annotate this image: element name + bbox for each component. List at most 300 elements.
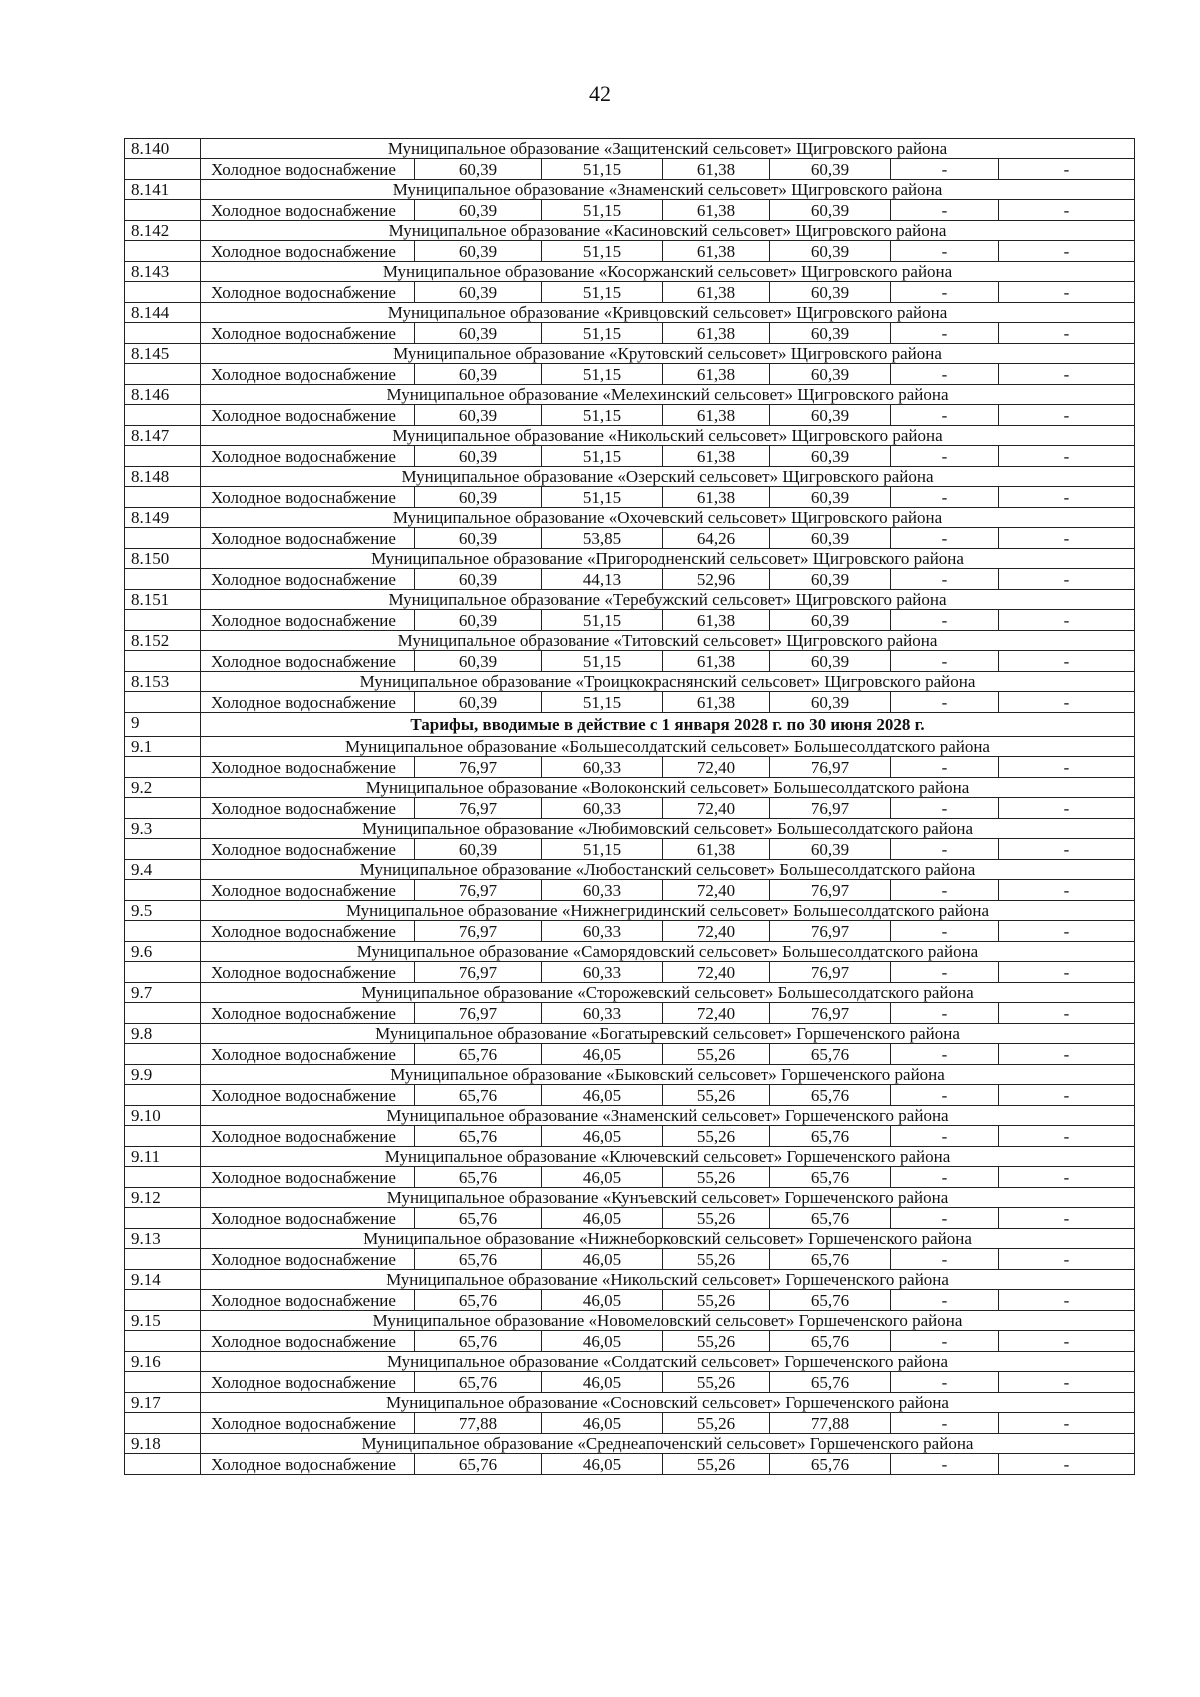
tariff-dash: - [891, 1372, 999, 1393]
service-row [125, 1413, 1135, 1434]
row-number: 9.7 [125, 983, 201, 1003]
service-row [125, 1454, 1135, 1475]
municipality-row [125, 1065, 1135, 1085]
service-name: Холодное водоснабжение [201, 1085, 415, 1106]
tariff-value: 60,39 [770, 405, 891, 426]
tariff-value: 55,26 [663, 1044, 770, 1065]
row-number-cell-empty [125, 200, 201, 221]
row-number: 9.9 [125, 1065, 201, 1085]
row-number: 9.4 [125, 860, 201, 880]
municipality-name: Муниципальное образование «Волоконский сельсовет» Большесолдатского района [201, 778, 1135, 798]
municipality-name: Муниципальное образование «Сторожевский сельсовет» Большесолдатского района [201, 983, 1135, 1003]
tariff-dash: - [999, 241, 1135, 262]
municipality-name: Муниципальное образование «Знаменский сельсовет» Горшеченского района [201, 1106, 1135, 1126]
tariff-value: 60,39 [770, 651, 891, 672]
municipality-row [125, 385, 1135, 405]
tariff-value: 65,76 [415, 1126, 542, 1147]
tariff-value: 55,26 [663, 1454, 770, 1475]
row-number: 9.5 [125, 901, 201, 921]
tariff-dash: - [891, 1208, 999, 1229]
tariff-value: 60,39 [770, 159, 891, 180]
service-name: Холодное водоснабжение [201, 200, 415, 221]
municipality-name: Муниципальное образование «Богатыревский сельсовет» Горшеченского района [201, 1024, 1135, 1044]
row-number: 8.144 [125, 303, 201, 323]
service-row [125, 1208, 1135, 1229]
row-number: 8.150 [125, 549, 201, 569]
service-name: Холодное водоснабжение [201, 241, 415, 262]
row-number: 9.15 [125, 1311, 201, 1331]
tariff-value: 46,05 [542, 1208, 663, 1229]
tariff-value: 51,15 [542, 159, 663, 180]
municipality-row [125, 426, 1135, 446]
tariff-value: 60,39 [415, 487, 542, 508]
tariff-value: 77,88 [770, 1413, 891, 1434]
tariff-dash: - [891, 880, 999, 901]
tariff-value: 60,33 [542, 880, 663, 901]
tariff-dash: - [999, 1044, 1135, 1065]
tariff-dash: - [891, 1413, 999, 1434]
tariff-value: 60,39 [415, 405, 542, 426]
tariff-value: 60,39 [770, 282, 891, 303]
tariff-value: 65,76 [770, 1454, 891, 1475]
tariff-value: 55,26 [663, 1085, 770, 1106]
tariff-value: 61,38 [663, 159, 770, 180]
service-name: Холодное водоснабжение [201, 528, 415, 549]
tariff-value: 65,76 [415, 1454, 542, 1475]
service-row [125, 757, 1135, 778]
tariff-value: 65,76 [770, 1208, 891, 1229]
tariff-value: 65,76 [770, 1167, 891, 1188]
service-row [125, 1372, 1135, 1393]
service-row [125, 839, 1135, 860]
tariff-dash: - [999, 1003, 1135, 1024]
row-number: 9.1 [125, 737, 201, 757]
municipality-name: Муниципальное образование «Титовский сельсовет» Щигровского района [201, 631, 1135, 651]
row-number: 9.12 [125, 1188, 201, 1208]
municipality-row [125, 1147, 1135, 1167]
service-row [125, 798, 1135, 819]
tariff-value: 46,05 [542, 1372, 663, 1393]
tariff-value: 60,39 [770, 364, 891, 385]
tariff-value: 65,76 [770, 1290, 891, 1311]
municipality-name: Муниципальное образование «Солдатский сельсовет» Горшеченского района [201, 1352, 1135, 1372]
row-number-cell-empty [125, 692, 201, 713]
tariff-value: 60,39 [770, 200, 891, 221]
tariff-value: 60,33 [542, 1003, 663, 1024]
row-number-cell-empty [125, 757, 201, 778]
tariff-dash: - [891, 757, 999, 778]
tariff-dash: - [891, 1167, 999, 1188]
tariff-value: 55,26 [663, 1413, 770, 1434]
row-number: 9 [125, 713, 201, 737]
tariff-dash: - [999, 1167, 1135, 1188]
municipality-row [125, 631, 1135, 651]
tariff-value: 60,39 [770, 446, 891, 467]
tariff-dash: - [891, 364, 999, 385]
tariff-value: 51,15 [542, 241, 663, 262]
service-name: Холодное водоснабжение [201, 1454, 415, 1475]
municipality-row [125, 1229, 1135, 1249]
row-number-cell-empty [125, 364, 201, 385]
tariff-dash: - [999, 569, 1135, 590]
service-name: Холодное водоснабжение [201, 569, 415, 590]
municipality-row [125, 1188, 1135, 1208]
municipality-name: Муниципальное образование «Большесолдатский сельсовет» Большесолдатского района [201, 737, 1135, 757]
municipality-name: Муниципальное образование «Любостанский сельсовет» Большесолдатского района [201, 860, 1135, 880]
tariff-value: 51,15 [542, 692, 663, 713]
tariff-value: 51,15 [542, 487, 663, 508]
tariff-value: 60,33 [542, 757, 663, 778]
service-name: Холодное водоснабжение [201, 880, 415, 901]
tariff-value: 65,76 [415, 1372, 542, 1393]
tariff-dash: - [891, 1331, 999, 1352]
service-name: Холодное водоснабжение [201, 159, 415, 180]
municipality-row [125, 1106, 1135, 1126]
tariff-value: 51,15 [542, 200, 663, 221]
row-number-cell-empty [125, 1126, 201, 1147]
service-name: Холодное водоснабжение [201, 651, 415, 672]
tariff-value: 76,97 [415, 880, 542, 901]
tariff-value: 46,05 [542, 1126, 663, 1147]
municipality-name: Муниципальное образование «Мелехинский сельсовет» Щигровского района [201, 385, 1135, 405]
row-number-cell-empty [125, 1249, 201, 1270]
row-number: 9.2 [125, 778, 201, 798]
tariff-value: 76,97 [415, 1003, 542, 1024]
service-name: Холодное водоснабжение [201, 1290, 415, 1311]
tariff-dash: - [891, 446, 999, 467]
tariff-dash: - [999, 1290, 1135, 1311]
tariff-dash: - [999, 364, 1135, 385]
municipality-name: Муниципальное образование «Саморядовский сельсовет» Большесолдатского района [201, 942, 1135, 962]
tariff-value: 72,40 [663, 1003, 770, 1024]
tariff-value: 60,39 [770, 839, 891, 860]
tariff-dash: - [999, 651, 1135, 672]
service-name: Холодное водоснабжение [201, 1167, 415, 1188]
tariff-dash: - [891, 798, 999, 819]
tariff-value: 76,97 [770, 1003, 891, 1024]
service-row [125, 692, 1135, 713]
tariff-value: 61,38 [663, 610, 770, 631]
municipality-row [125, 508, 1135, 528]
row-number: 8.148 [125, 467, 201, 487]
tariff-value: 60,39 [770, 569, 891, 590]
tariff-dash: - [999, 323, 1135, 344]
tariff-value: 46,05 [542, 1249, 663, 1270]
row-number-cell-empty [125, 798, 201, 819]
row-number: 9.14 [125, 1270, 201, 1290]
row-number: 8.140 [125, 139, 201, 159]
row-number: 8.143 [125, 262, 201, 282]
service-name: Холодное водоснабжение [201, 1249, 415, 1270]
tariff-value: 53,85 [542, 528, 663, 549]
tariff-value: 55,26 [663, 1167, 770, 1188]
tariff-value: 72,40 [663, 962, 770, 983]
service-name: Холодное водоснабжение [201, 1044, 415, 1065]
service-row [125, 1167, 1135, 1188]
municipality-row [125, 901, 1135, 921]
tariff-value: 61,38 [663, 446, 770, 467]
tariff-dash: - [891, 200, 999, 221]
tariff-value: 60,39 [415, 241, 542, 262]
tariff-dash: - [999, 446, 1135, 467]
tariff-value: 65,76 [415, 1167, 542, 1188]
service-name: Холодное водоснабжение [201, 1413, 415, 1434]
tariff-value: 52,96 [663, 569, 770, 590]
tariff-value: 65,76 [770, 1249, 891, 1270]
row-number-cell-empty [125, 446, 201, 467]
tariff-value: 51,15 [542, 364, 663, 385]
service-row [125, 1126, 1135, 1147]
tariff-value: 60,39 [415, 839, 542, 860]
row-number-cell-empty [125, 1290, 201, 1311]
service-name: Холодное водоснабжение [201, 962, 415, 983]
tariff-value: 65,76 [415, 1249, 542, 1270]
service-name: Холодное водоснабжение [201, 610, 415, 631]
tariff-value: 60,33 [542, 921, 663, 942]
municipality-row [125, 262, 1135, 282]
tariff-value: 65,76 [770, 1372, 891, 1393]
row-number: 9.13 [125, 1229, 201, 1249]
row-number-cell-empty [125, 323, 201, 344]
service-row [125, 323, 1135, 344]
row-number-cell-empty [125, 1208, 201, 1229]
municipality-row [125, 180, 1135, 200]
tariff-value: 60,39 [415, 569, 542, 590]
tariff-value: 61,38 [663, 323, 770, 344]
tariff-value: 51,15 [542, 610, 663, 631]
tariff-value: 60,39 [415, 446, 542, 467]
municipality-row [125, 590, 1135, 610]
tariff-value: 76,97 [770, 880, 891, 901]
page-number: 42 [589, 81, 611, 106]
municipality-name: Муниципальное образование «Никольский сельсовет» Щигровского района [201, 426, 1135, 446]
municipality-name: Муниципальное образование «Знаменский сельсовет» Щигровского района [201, 180, 1135, 200]
tariff-value: 65,76 [770, 1126, 891, 1147]
section-title: Тарифы, вводимые в действие с 1 января 2028 г. по 30 июня 2028 г. [201, 713, 1135, 737]
municipality-row [125, 860, 1135, 880]
tariff-dash: - [891, 569, 999, 590]
row-number: 8.142 [125, 221, 201, 241]
tariff-value: 46,05 [542, 1331, 663, 1352]
municipality-row [125, 983, 1135, 1003]
municipality-row [125, 942, 1135, 962]
tariff-value: 76,97 [415, 921, 542, 942]
tariff-value: 60,39 [770, 323, 891, 344]
service-name: Холодное водоснабжение [201, 405, 415, 426]
municipality-name: Муниципальное образование «Защитенский сельсовет» Щигровского района [201, 139, 1135, 159]
service-name: Холодное водоснабжение [201, 1126, 415, 1147]
row-number: 8.152 [125, 631, 201, 651]
tariff-dash: - [999, 610, 1135, 631]
row-number: 9.8 [125, 1024, 201, 1044]
municipality-row [125, 303, 1135, 323]
row-number-cell-empty [125, 1331, 201, 1352]
tariff-dash: - [999, 282, 1135, 303]
service-name: Холодное водоснабжение [201, 282, 415, 303]
service-row [125, 446, 1135, 467]
tariff-dash: - [891, 1003, 999, 1024]
tariff-dash: - [999, 200, 1135, 221]
tariff-value: 72,40 [663, 798, 770, 819]
tariff-value: 76,97 [770, 962, 891, 983]
municipality-row [125, 221, 1135, 241]
service-row [125, 159, 1135, 180]
tariff-value: 46,05 [542, 1044, 663, 1065]
tariff-value: 60,39 [415, 610, 542, 631]
tariff-value: 60,39 [415, 323, 542, 344]
service-name: Холодное водоснабжение [201, 1372, 415, 1393]
tariff-value: 72,40 [663, 880, 770, 901]
tariff-value: 61,38 [663, 405, 770, 426]
municipality-name: Муниципальное образование «Нижнегридинский сельсовет» Большесолдатского района [201, 901, 1135, 921]
municipality-row [125, 1352, 1135, 1372]
row-number: 8.141 [125, 180, 201, 200]
service-row [125, 1085, 1135, 1106]
row-number-cell-empty [125, 880, 201, 901]
tariff-dash: - [999, 1208, 1135, 1229]
row-number: 8.146 [125, 385, 201, 405]
service-row [125, 1044, 1135, 1065]
tariff-dash: - [999, 798, 1135, 819]
tariff-dash: - [999, 962, 1135, 983]
tariff-value: 46,05 [542, 1290, 663, 1311]
tariff-value: 65,76 [415, 1331, 542, 1352]
service-name: Холодное водоснабжение [201, 323, 415, 344]
tariff-dash: - [891, 323, 999, 344]
municipality-row [125, 1270, 1135, 1290]
row-number-cell-empty [125, 1454, 201, 1475]
tariff-dash: - [891, 405, 999, 426]
municipality-row [125, 549, 1135, 569]
tariff-value: 55,26 [663, 1331, 770, 1352]
tariff-dash: - [999, 1413, 1135, 1434]
row-number-cell-empty [125, 528, 201, 549]
service-row [125, 241, 1135, 262]
tariff-dash: - [999, 839, 1135, 860]
tariff-value: 51,15 [542, 446, 663, 467]
municipality-name: Муниципальное образование «Крутовский сельсовет» Щигровского района [201, 344, 1135, 364]
service-row [125, 1290, 1135, 1311]
tariff-value: 60,39 [415, 692, 542, 713]
row-number-cell-empty [125, 839, 201, 860]
service-row [125, 1249, 1135, 1270]
municipality-name: Муниципальное образование «Быковский сельсовет» Горшеченского района [201, 1065, 1135, 1085]
row-number-cell-empty [125, 1003, 201, 1024]
tariff-value: 51,15 [542, 405, 663, 426]
row-number: 8.149 [125, 508, 201, 528]
tariff-dash: - [891, 692, 999, 713]
tariff-dash: - [891, 159, 999, 180]
tariff-value: 61,38 [663, 651, 770, 672]
tariff-dash: - [999, 880, 1135, 901]
tariff-value: 46,05 [542, 1167, 663, 1188]
tariff-value: 60,39 [415, 159, 542, 180]
tariff-value: 76,97 [415, 962, 542, 983]
tariff-dash: - [891, 1249, 999, 1270]
tariff-value: 64,26 [663, 528, 770, 549]
row-number: 9.6 [125, 942, 201, 962]
service-row [125, 1003, 1135, 1024]
service-name: Холодное водоснабжение [201, 839, 415, 860]
service-row [125, 610, 1135, 631]
tariff-value: 60,39 [770, 692, 891, 713]
tariff-value: 61,38 [663, 282, 770, 303]
tariff-value: 51,15 [542, 282, 663, 303]
row-number-cell-empty [125, 405, 201, 426]
municipality-name: Муниципальное образование «Сосновский сельсовет» Горшеченского района [201, 1393, 1135, 1413]
tariff-dash: - [999, 528, 1135, 549]
tariff-table [124, 138, 1135, 1475]
tariff-value: 55,26 [663, 1372, 770, 1393]
municipality-name: Муниципальное образование «Озерский сельсовет» Щигровского района [201, 467, 1135, 487]
municipality-row [125, 819, 1135, 839]
municipality-row [125, 1311, 1135, 1331]
row-number-cell-empty [125, 921, 201, 942]
tariff-dash: - [999, 692, 1135, 713]
tariff-value: 65,76 [770, 1331, 891, 1352]
service-name: Холодное водоснабжение [201, 921, 415, 942]
tariff-dash: - [999, 1331, 1135, 1352]
tariff-dash: - [891, 610, 999, 631]
tariff-value: 72,40 [663, 921, 770, 942]
tariff-table-body [125, 139, 1135, 1475]
municipality-name: Муниципальное образование «Теребужский сельсовет» Щигровского района [201, 590, 1135, 610]
municipality-name: Муниципальное образование «Любимовский сельсовет» Большесолдатского района [201, 819, 1135, 839]
service-name: Холодное водоснабжение [201, 487, 415, 508]
tariff-dash: - [891, 1454, 999, 1475]
row-number: 9.17 [125, 1393, 201, 1413]
service-row [125, 405, 1135, 426]
tariff-dash: - [999, 405, 1135, 426]
tariff-value: 60,39 [770, 241, 891, 262]
tariff-value: 44,13 [542, 569, 663, 590]
tariff-dash: - [999, 1085, 1135, 1106]
row-number-cell-empty [125, 962, 201, 983]
tariff-value: 60,39 [415, 651, 542, 672]
service-row [125, 528, 1135, 549]
service-name: Холодное водоснабжение [201, 1003, 415, 1024]
row-number-cell-empty [125, 569, 201, 590]
tariff-dash: - [999, 159, 1135, 180]
tariff-value: 55,26 [663, 1290, 770, 1311]
service-row [125, 962, 1135, 983]
tariff-value: 60,33 [542, 962, 663, 983]
tariff-dash: - [891, 1044, 999, 1065]
tariff-dash: - [999, 487, 1135, 508]
tariff-dash: - [891, 921, 999, 942]
tariff-value: 46,05 [542, 1413, 663, 1434]
tariff-value: 61,38 [663, 839, 770, 860]
row-number-cell-empty [125, 241, 201, 262]
tariff-dash: - [999, 1249, 1135, 1270]
service-row [125, 651, 1135, 672]
tariff-value: 61,38 [663, 200, 770, 221]
tariff-value: 76,97 [770, 757, 891, 778]
service-name: Холодное водоснабжение [201, 446, 415, 467]
tariff-dash: - [891, 241, 999, 262]
row-number: 8.153 [125, 672, 201, 692]
tariff-value: 55,26 [663, 1126, 770, 1147]
tariff-dash: - [999, 1454, 1135, 1475]
row-number: 9.3 [125, 819, 201, 839]
row-number-cell-empty [125, 610, 201, 631]
tariff-value: 65,76 [415, 1290, 542, 1311]
row-number: 9.18 [125, 1434, 201, 1454]
service-row [125, 880, 1135, 901]
tariff-value: 60,39 [770, 528, 891, 549]
row-number-cell-empty [125, 1167, 201, 1188]
row-number: 9.16 [125, 1352, 201, 1372]
